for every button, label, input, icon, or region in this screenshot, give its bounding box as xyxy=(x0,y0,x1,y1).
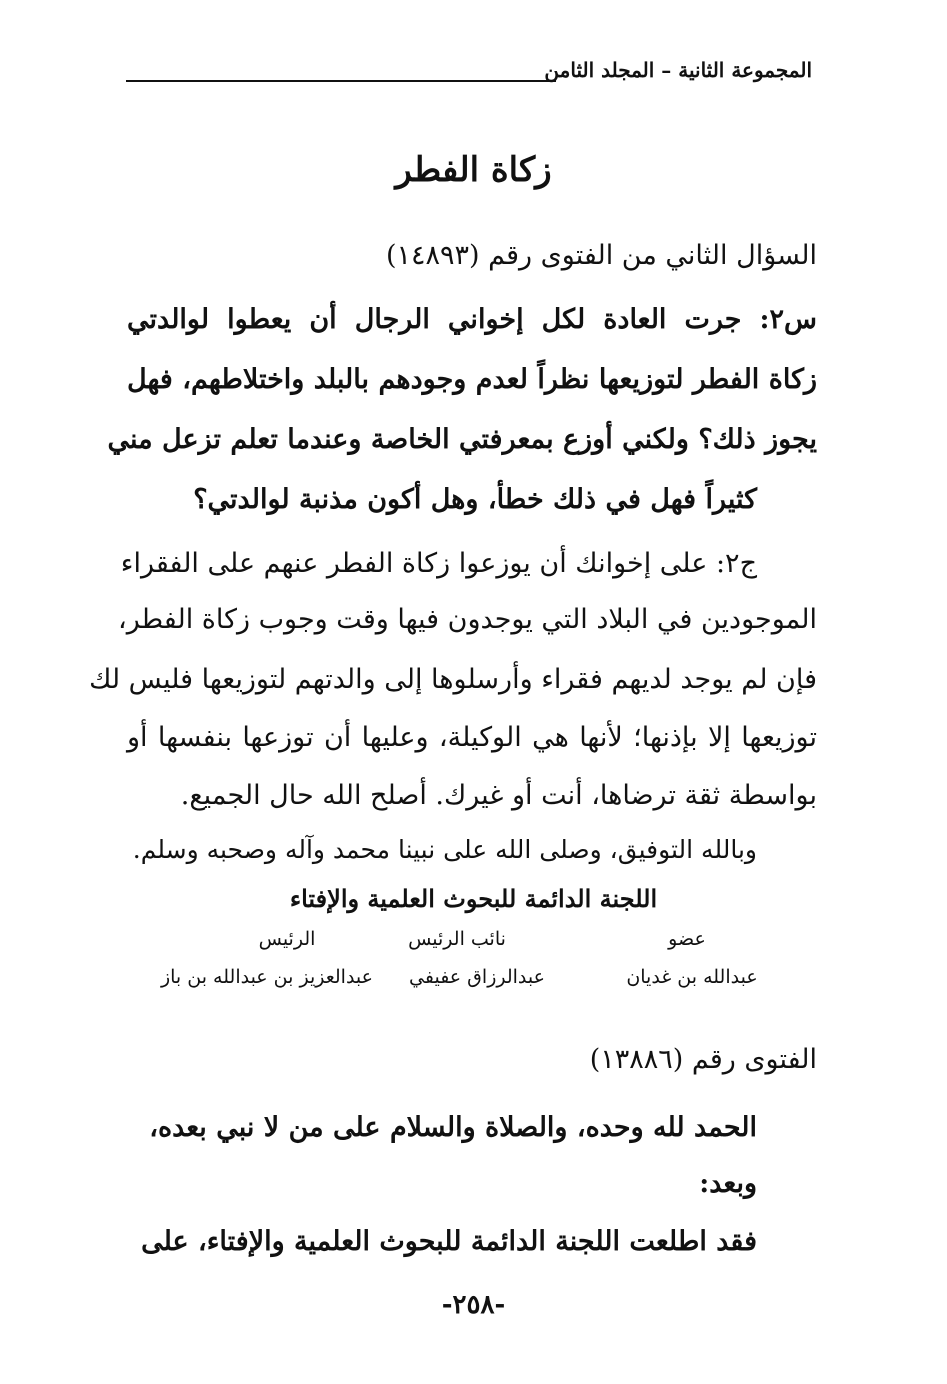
committee-name: اللجنة الدائمة للبحوث العلمية والإفتاء xyxy=(289,884,658,913)
closing-line: وبالله التوفيق، وصلى الله على نبينا محمد وآله وصحبه وسلم. xyxy=(132,835,757,864)
answer-line: بواسطة ثقة ترضاها، أنت أو غيرك. أصلح الله حال الجميع. xyxy=(180,780,817,811)
answer-line: توزيعها إلا بإذنها؛ لأنها هي الوكيلة، وعليها أن توزعها بنفسها أو xyxy=(127,722,817,753)
question-line: س٢: جرت العادة لكل إخواني الرجال أن يعطوا لوالدتي xyxy=(127,304,817,335)
answer-line: الموجودين في البلاد التي يوجدون فيها وقت وجوب زكاة الفطر، xyxy=(118,604,817,635)
page-number: -٢٥٨- xyxy=(441,1290,506,1320)
answer-line: ج٢: على إخوانك أن يوزعوا زكاة الفطر عنهم على الفقراء xyxy=(120,548,757,579)
header-rule xyxy=(126,80,556,82)
signatory-role: الرئيس xyxy=(258,928,316,950)
running-title: المجموعة الثانية – المجلد الثامن xyxy=(544,58,812,82)
question-line: كثيراً فهل في ذلك خطأ، وهل أكون مذنبة لوالدتي؟ xyxy=(193,484,757,515)
question-line: يجوز ذلك؟ ولكني أوزع بمعرفتي الخاصة وعندما تعلم تزعل مني xyxy=(107,424,817,455)
signatory-role: نائب الرئيس xyxy=(408,928,506,950)
fatwa-line: وبعد: xyxy=(699,1168,757,1199)
answer-line: فإن لم يوجد لديهم فقراء وأرسلوها إلى والدتهم لتوزيعها فليس لك xyxy=(89,664,817,695)
fatwa-line: فقد اطلعت اللجنة الدائمة للبحوث العلمية والإفتاء، على xyxy=(141,1226,757,1257)
signatory-name: عبدالعزيز بن عبدالله بن باز xyxy=(160,966,374,988)
fatwa-line: الحمد لله وحده، والصلاة والسلام على من لا نبي بعده، xyxy=(149,1112,757,1143)
fatwa-reference: الفتوى رقم (١٣٨٨٦) xyxy=(589,1044,817,1075)
running-header xyxy=(126,58,812,88)
question-reference: السؤال الثاني من الفتوى رقم (١٤٨٩٣) xyxy=(385,240,817,271)
signatory-name: عبدالرزاق عفيفي xyxy=(409,966,545,988)
signatory-name: عبدالله بن غديان xyxy=(626,966,758,988)
section-title: زكاة الفطر xyxy=(395,150,552,190)
question-line: زكاة الفطر لتوزيعها نظراً لعدم وجودهم بالبلد واختلاطهم، فهل xyxy=(127,364,817,395)
signatory-role: عضو xyxy=(668,928,706,950)
